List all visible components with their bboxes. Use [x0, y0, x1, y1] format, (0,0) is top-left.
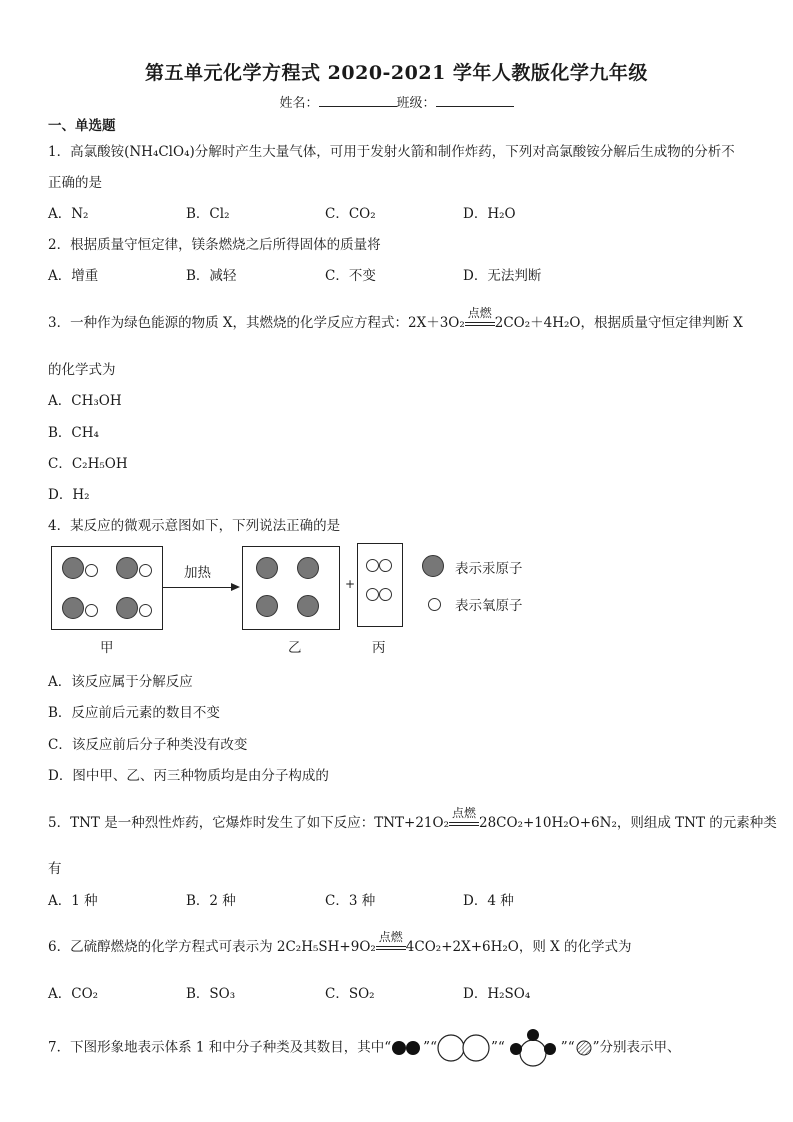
box-jia: [51, 546, 163, 630]
box-yi: [242, 546, 340, 630]
q3-stem-line2: 的化学式为: [48, 362, 116, 378]
arrow-head-icon: [231, 583, 240, 591]
q5-stem-line2: 有: [48, 861, 62, 877]
q5-stem-line1: [48, 805, 777, 831]
arrow-shaft: [163, 587, 231, 588]
q3-equation-right: 2CO₂＋4H₂O，根据质量守恒定律判断 X: [494, 315, 743, 331]
q7-stem: [48, 1028, 681, 1068]
q7-text-end: ”分别表示甲、: [592, 1039, 681, 1056]
plus-sign: +: [345, 577, 356, 591]
box-bing: [357, 543, 403, 627]
q6-option-a[interactable]: A．CO₂: [48, 986, 99, 1002]
oxygen-atom: [139, 604, 152, 617]
q3-option-c[interactable]: C．C₂H₅OH: [48, 456, 128, 472]
label-yi: 乙: [288, 640, 302, 656]
q3-stem-line1: [48, 305, 743, 331]
q1-option-c[interactable]: C．CO₂: [325, 206, 376, 222]
q5-option-b[interactable]: B．2 种: [186, 893, 236, 909]
q1-option-a[interactable]: A．N₂: [48, 206, 89, 222]
oxygen-atom: [366, 559, 379, 572]
hatched-atom-icon: [575, 1039, 593, 1057]
mercury-atom: [116, 557, 138, 579]
q1-option-b[interactable]: B．Cl₂: [186, 206, 230, 222]
q5-reaction-arrow: [449, 805, 479, 830]
q7-quote-1: ”“: [423, 1039, 437, 1056]
q7-quote-2: ”“: [490, 1039, 505, 1056]
page-title: 第五单元化学方程式 2020-2021 学年人教版化学九年级: [145, 62, 648, 84]
legend-oxygen-label: 表示氧原子: [455, 598, 523, 614]
oxygen-atom: [85, 604, 98, 617]
q6-equation-right: 4CO₂+2X+6H₂O，则 X 的化学式为: [405, 939, 632, 955]
q1-stem-line2: 正确的是: [48, 175, 102, 191]
q5-option-d[interactable]: D．4 种: [463, 893, 514, 909]
class-blank[interactable]: [436, 95, 514, 107]
q4-option-b[interactable]: B．反应前后元素的数目不变: [48, 705, 220, 721]
q6-option-b[interactable]: B．SO₃: [186, 986, 236, 1002]
name-label: 姓名：: [279, 96, 319, 111]
oxygen-atom: [379, 588, 392, 601]
mercury-atom: [297, 557, 319, 579]
name-blank[interactable]: [319, 95, 397, 107]
arrow-label: 加热: [184, 565, 211, 581]
q3-reaction-arrow: [465, 305, 495, 330]
q2-stem: 2．根据质量守恒定律，镁条燃烧之后所得固体的质量将: [48, 237, 381, 253]
legend-mercury-label: 表示汞原子: [455, 561, 523, 577]
class-label: 班级：: [396, 96, 436, 111]
mercury-atom: [116, 597, 138, 619]
label-jia: 甲: [100, 640, 114, 656]
molecule-triatomic-icon: [505, 1028, 561, 1068]
legend-mercury-atom: [422, 555, 444, 577]
mercury-atom: [62, 557, 84, 579]
q3-equation-left: 3．一种作为绿色能源的物质 X，其燃烧的化学反应方程式：2X＋3O₂: [48, 315, 465, 331]
q5-equation-left: 5．TNT 是一种烈性炸药，它爆炸时发生了如下反应：TNT+21O₂: [48, 815, 449, 831]
mercury-atom: [256, 595, 278, 617]
q6-equation-left: 6．乙硫醇燃烧的化学方程式可表示为 2C₂H₅SH+9O₂: [48, 939, 376, 955]
q3-option-a[interactable]: A．CH₃OH: [48, 393, 122, 409]
q5-option-c[interactable]: C．3 种: [325, 893, 376, 909]
q6-condition: 点燃: [378, 929, 403, 944]
q4-option-c[interactable]: C．该反应前后分子种类没有改变: [48, 737, 248, 753]
q6-reaction-arrow: [376, 929, 406, 954]
q5-equation-right: 28CO₂+10H₂O+6N₂，则组成 TNT 的元素种类: [479, 815, 777, 831]
q6-option-c[interactable]: C．SO₂: [325, 986, 375, 1002]
q4-option-d[interactable]: D．图中甲、乙、丙三种物质均是由分子构成的: [48, 768, 329, 784]
legend-oxygen-atom: [428, 598, 441, 611]
q3-option-d[interactable]: D．H₂: [48, 487, 90, 503]
molecule-white-pair-icon: [437, 1033, 491, 1063]
q7-text-start: 7．下图形象地表示体系 1 和中分子种类及其数目，其中“: [48, 1039, 392, 1056]
mercury-atom: [256, 557, 278, 579]
q4-stem: 4．某反应的微观示意图如下，下列说法正确的是: [48, 518, 341, 534]
q3-condition: 点燃: [467, 305, 492, 320]
oxygen-atom: [379, 559, 392, 572]
q2-option-b[interactable]: B．减轻: [186, 268, 237, 284]
q4-option-a[interactable]: A．该反应属于分解反应: [48, 674, 193, 690]
student-info: [0, 92, 793, 111]
q7-quote-3: ”“: [560, 1039, 575, 1056]
oxygen-atom: [85, 564, 98, 577]
molecule-black-pair-icon: [391, 1039, 423, 1057]
label-bing: 丙: [372, 640, 386, 656]
q6-stem: [48, 929, 632, 955]
oxygen-atom: [366, 588, 379, 601]
q1-option-d[interactable]: D．H₂O: [463, 206, 516, 222]
q3-option-b[interactable]: B．CH₄: [48, 425, 99, 441]
q6-option-d[interactable]: D．H₂SO₄: [463, 986, 531, 1002]
oxygen-atom: [139, 564, 152, 577]
q2-option-a[interactable]: A．增重: [48, 268, 99, 284]
q2-option-d[interactable]: D．无法判断: [463, 268, 542, 284]
q5-option-a[interactable]: A．1 种: [48, 893, 98, 909]
q2-option-c[interactable]: C．不变: [325, 268, 376, 284]
section-heading: 一、单选题: [48, 118, 116, 134]
mercury-atom: [62, 597, 84, 619]
q1-stem-line1: 1．高氯酸铵(NH₄ClO₄)分解时产生大量气体，可用于发射火箭和制作炸药，下列对高氯酸铵分解后生成物的分析不: [48, 144, 735, 160]
mercury-atom: [297, 595, 319, 617]
q5-condition: 点燃: [451, 805, 476, 820]
